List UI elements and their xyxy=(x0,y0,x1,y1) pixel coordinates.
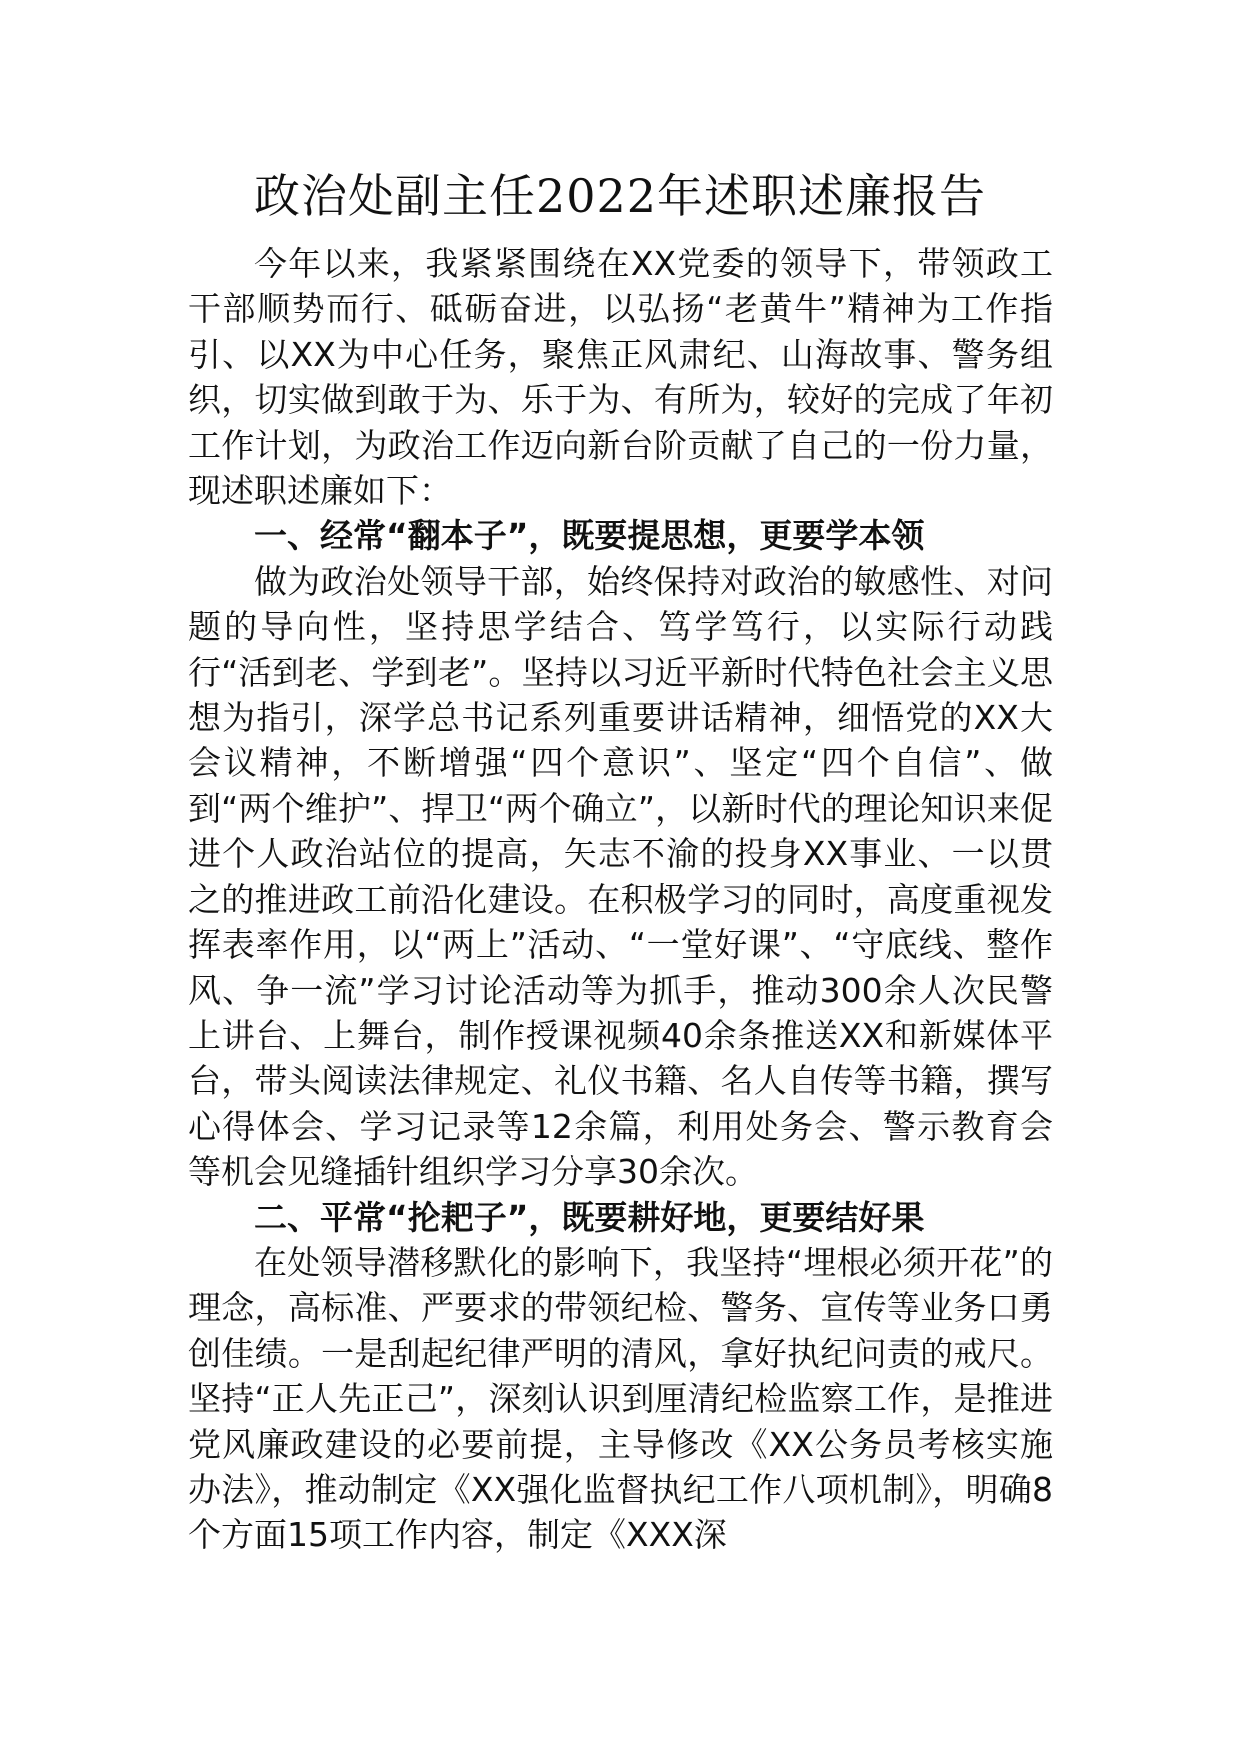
section-heading-2: 二、平常“抡耙子”，既要耕好地，更要结好果 xyxy=(254,1197,925,1237)
section-1-paragraph: 做为政治处领导干部，始终保持对政治的敏感性、对问题的导向性，坚持思学结合、笃学笃行，以实际行动践行“活到老、学到老”。坚持以习近平新时代特色社会主义思想为指引，深学总书记系列重要讲话精神，细悟党的XX大会议精神，不断增强“四个意识”、坚定“四个自信”、做到“两个维护”、捍卫“两个确立”，以新时代的理论知识来促进个人政治站位的提高，矢志不渝的投身XX事业、一以贯之的推进政工前沿化建设。在积极学习的同时，高度重视发挥表率作用，以“两上”活动、“一堂好课”、“守底线、整作风、争一流”学习讨论活动等为抓手，推动300余人次民警上讲台、上舞台，制作授课视频40余条推送XX和新媒体平台，带头阅读法律规定、礼仪书籍、名人自传等书籍，撰写心得体会、学习记录等12余篇，利用处务会、警示教育会等机会见缝插针组织学习分享30余次。 xyxy=(188,561,1053,1192)
intro-paragraph: 今年以来，我紧紧围绕在XX党委的领导下，带领政工干部顺势而行、砥砺奋进，以弘扬“老黄牛”精神为工作指引、以XX为中心任务，聚焦正风肃纪、山海故事、警务组织，切实做到敢于为、乐于为、有所为，较好的完成了年初工作计划，为政治工作迈向新台阶贡献了自己的一份力量，现述职述廉如下： xyxy=(188,244,1053,511)
document-title: 政治处副主任2022年述职述廉报告 xyxy=(253,169,987,223)
section-heading-1: 一、经常“翻本子”，既要提思想，更要学本领 xyxy=(254,516,925,556)
section-2-paragraph: 在处领导潜移默化的影响下，我坚持“埋根必须开花”的理念，高标准、严要求的带领纪检、警务、宣传等业务口勇创佳绩。一是刮起纪律严明的清风，拿好执纪问责的戒尺。坚持“正人先正己”，深刻认识到厘清纪检监察工作，是推进党风廉政建设的必要前提，主导修改《XX公务员考核实施办法》，推动制定《XX强化监督执纪工作八项机制》，明确8个方面15项工作内容，制定《XXX深 xyxy=(188,1242,1053,1555)
document-body xyxy=(188,241,1053,1558)
